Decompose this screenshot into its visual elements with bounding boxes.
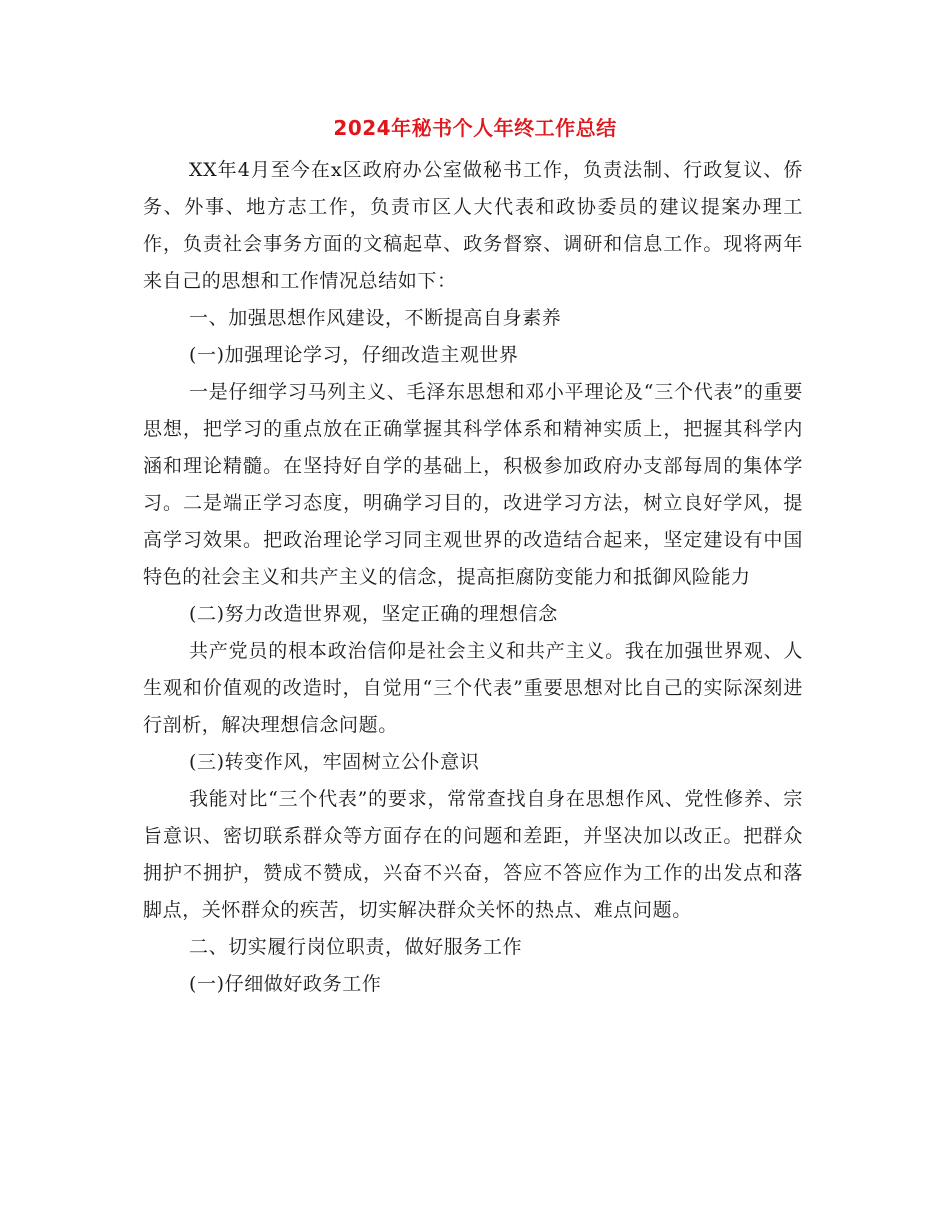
subheading-2-1: (一)仔细做好政务工作	[189, 973, 382, 995]
subheading-1-1: (一)加强理论学习，仔细改造主观世界	[189, 344, 519, 366]
heading-section-2: 二、切实履行岗位职责，做好服务工作	[189, 936, 523, 958]
paragraph-1-1: 一是仔细学习马列主义、毛泽东思想和邓小平理论及“三个代表”的重要思想，把学习的重点放在正确掌握其科学体系和精神实质上，把握其科学内涵和理论精髓。在坚持好自学的基础上，积极参加政府办支部每周的集体学习。二是端正学习态度，明确学习目的，改进学习方法，树立良好学风，提高学习效果。把政治理论学习同主观世界的改造结合起来，坚定建设有中国特色的社会主义和共产主义的信念，提高拒腐防变能力和抵御风险能力	[143, 381, 803, 588]
document-body	[143, 152, 803, 1003]
document-title: 2024年秘书个人年终工作总结	[333, 116, 617, 140]
subheading-1-3: (三)转变作风，牢固树立公仆意识	[189, 751, 480, 773]
heading-section-1: 一、加强思想作风建设，不断提高自身素养	[189, 307, 562, 329]
paragraph-intro: XX年4月至今在x区政府办公室做秘书工作，负责法制、行政复议、侨务、外事、地方志工作，负责市区人大代表和政协委员的建议提案办理工作，负责社会事务方面的文稿起草、政务督察、调研和信息工作。现将两年来自己的思想和工作情况总结如下：	[143, 159, 803, 292]
paragraph-1-3: 我能对比“三个代表”的要求，常常查找自身在思想作风、党性修养、宗旨意识、密切联系群众等方面存在的问题和差距，并坚决加以改正。把群众拥护不拥护，赞成不赞成，兴奋不兴奋，答应不答应作为工作的出发点和落脚点，关怀群众的疾苦，切实解决群众关怀的热点、难点问题。	[143, 788, 803, 921]
paragraph-1-2: 共产党员的根本政治信仰是社会主义和共产主义。我在加强世界观、人生观和价值观的改造时，自觉用“三个代表”重要思想对比自己的实际深刻进行剖析，解决理想信念问题。	[143, 640, 803, 736]
subheading-1-2: (二)努力改造世界观，坚定正确的理想信念	[189, 603, 558, 625]
